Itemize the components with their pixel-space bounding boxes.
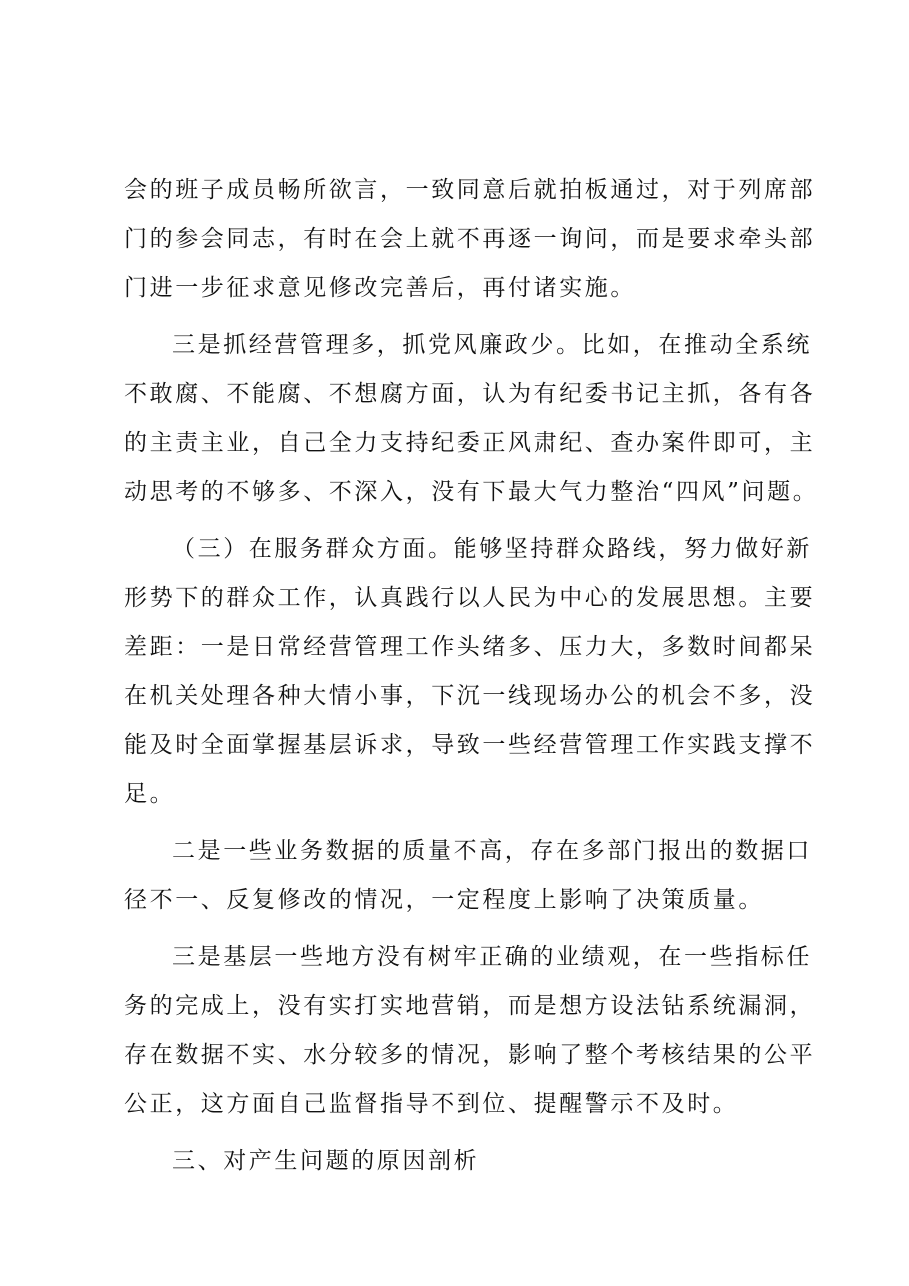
text-line: （三）在服务群众方面。能够坚持群众路线，努力做好新 (172, 536, 812, 562)
text-line: 会的班子成员畅所欲言，一致同意后就拍板通过，对于列席部 (124, 177, 816, 203)
paragraph-serving-the-masses (124, 525, 816, 819)
text-line: 存在数据不实、水分较多的情况，影响了整个考核结果的公平 (124, 1042, 816, 1068)
text-line: 三是抓经营管理多，抓党风廉政少。比如，在推动全系统 (172, 332, 812, 358)
text-line: 在机关处理各种大情小事，下沉一线现场办公的机会不多，没 (124, 683, 816, 709)
text-line: 二是一些业务数据的质量不高，存在多部门报出的数据口 (172, 838, 812, 864)
paragraph-point-two-data-quality (124, 827, 812, 925)
text-line: 务的完成上，没有实打实地营销，而是想方设法钻系统漏洞， (124, 993, 816, 1019)
paragraph-point-three-party-conduct (124, 321, 819, 517)
document-body (124, 166, 819, 1186)
text-line: 足。 (124, 781, 176, 807)
paragraph-point-three-performance-view (124, 933, 816, 1129)
text-line: 门的参会同志，有时在会上就不再逐一询问，而是要求牵头部 (124, 226, 816, 252)
paragraph-continuation (124, 166, 816, 313)
text-line: 差距：一是日常经营管理工作头绪多、压力大，多数时间都呆 (124, 634, 816, 660)
text-line: 能及时全面掌握基层诉求，导致一些经营管理工作实践支撑不 (124, 732, 816, 758)
text-line: 动思考的不够多、不深入，没有下最大气力整治“四风”问题。 (124, 479, 819, 505)
text-line: 门进一步征求意见修改完善后，再付诸实施。 (124, 275, 636, 301)
text-line: 径不一、反复修改的情况，一定程度上影响了决策质量。 (124, 887, 764, 913)
text-line: 的主责主业，自己全力支持纪委正风肃纪、查办案件即可，主 (124, 430, 816, 456)
text-line: 三是基层一些地方没有树牢正确的业绩观，在一些指标任 (172, 944, 812, 970)
text-line: 形势下的群众工作，认真践行以人民为中心的发展思想。主要 (124, 585, 816, 611)
section-heading-cause-analysis (124, 1137, 800, 1186)
heading-line: 三、对产生问题的原因剖析 (172, 1148, 480, 1174)
text-line: 不敢腐、不能腐、不想腐方面，认为有纪委书记主抓，各有各 (124, 381, 816, 407)
text-line: 公正，这方面自己监督指导不到位、提醒警示不及时。 (124, 1091, 739, 1117)
